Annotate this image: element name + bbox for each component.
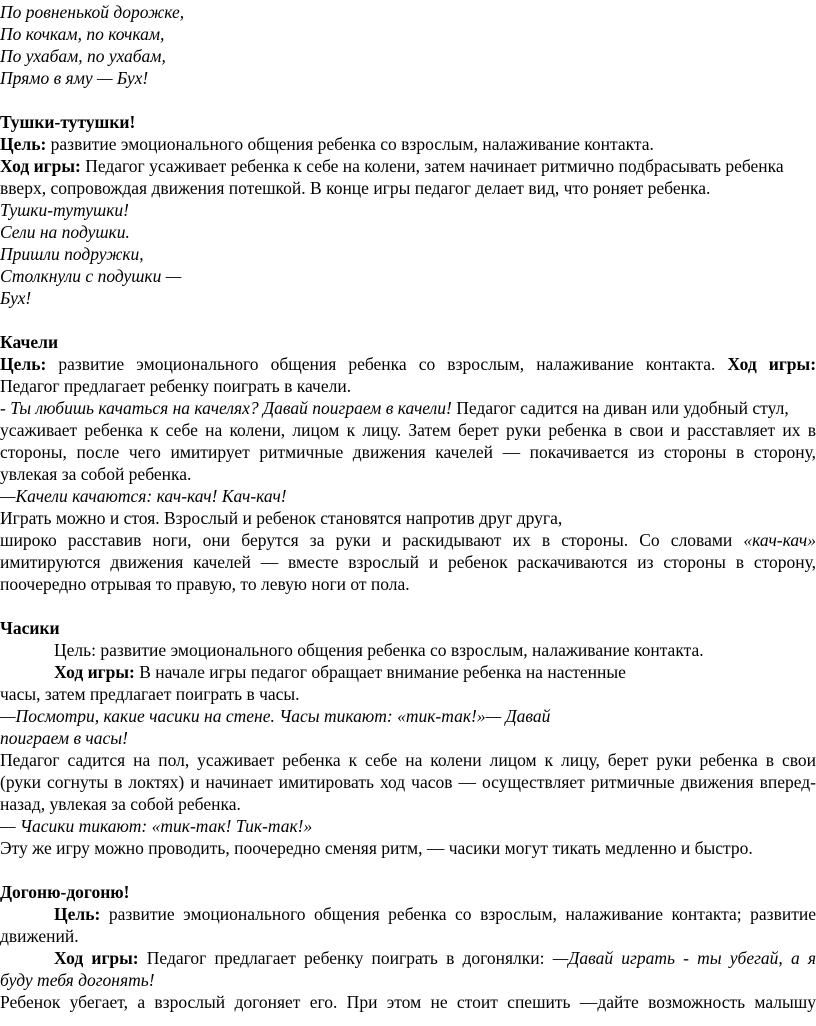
chant-line: —Посмотри, какие часики на стене. Часы тикают: «тик-так!»— Давай [0,706,551,726]
poem-line: По ровненькой дорожке, [0,2,185,22]
goal-label: Цель: [0,354,47,374]
chant-line: — Часики тикают: «тик-так! Тик-так!» [0,816,313,836]
paragraph-line: назад, увлекая за собой ребенка. [0,794,241,814]
paragraph-line: усаживает ребенка к себе на колени, лицом к лицу. Затем берет руки ребенка в свои и расставляет их в [0,420,816,440]
goal-text: развитие эмоционального общения ребенка со взрослым, налаживание контакта; развитие [108,904,816,924]
paragraph-line: Ребенок убегает, а взрослый догоняет его. При этом не стоит спешить —дайте возможность малышу [0,992,816,1012]
poem-line: Столкнули с подушки — [0,266,182,286]
paragraph-line: часы, затем предлагает поиграть в часы. [0,684,300,704]
chant-line: —Качели качаются: кач-кач! Кач-кач! [0,486,287,506]
poem-line: Сели на подушки. [0,222,130,242]
move-label: Ход игры: [727,354,816,374]
section-title-chasiki: Часики [0,618,60,638]
paragraph-text: широко расставив ноги, они берутся за руки и раскидывают их в стороны. Со словами [0,530,733,550]
goal-line [0,904,816,924]
paragraph-line: имитируются движения качелей — вместе взрослый и ребенок раскачиваются из стороны в сторону, [0,552,816,572]
goal-label: Цель: [54,904,101,924]
poem-line: Тушки-тутушки! [0,200,129,220]
section-title-dogonyu: Догоню-догоню! [0,882,130,902]
section-title-kacheli: Качели [0,332,59,352]
move-label: Ход игры: [54,948,139,968]
quote-text: «кач-кач» [743,530,816,550]
move-line [0,156,816,176]
dialogue-line: буду тебя догонять! [0,970,155,990]
move-label: Ход игры: [0,156,81,176]
goal-line [0,134,816,154]
paragraph-line: Педагог предлагает ребенку поиграть в качели. [0,376,352,396]
section-title-tushki: Тушки-тутушки! [0,112,136,132]
dialogue-text: - Ты любишь качаться на качелях? Давай поиграем в качели! [0,398,452,418]
goal-line [0,354,816,374]
move-text: Педагог усаживает ребенка к себе на колени, затем начинает ритмично подбрасывать ребенка [85,156,784,176]
paragraph-line [0,398,816,418]
paragraph-line: стороны, после чего имитирует ритмичные движения качелей — покачивается из стороны в сторону, [0,442,816,462]
paragraph-line [0,530,816,550]
paragraph-line: Играть можно и стоя. Взрослый и ребенок становятся напротив друг друга, [0,508,563,528]
paragraph-line: увлекая за собой ребенка. [0,464,192,484]
goal-line: Цель: развитие эмоционального общения ребенка со взрослым, налаживание контакта. [54,640,704,660]
move-line [0,662,816,682]
paragraph-line: вверх, сопровождая движения потешкой. В конце игры педагог делает вид, что роняет ребенка. [0,178,711,198]
paragraph-line: Педагог садится на пол, усаживает ребенка к себе на колени лицом к лицу, берет руки ребенка в свои [0,750,816,770]
move-line [0,948,816,968]
poem-line: По ухабам, по ухабам, [0,46,166,66]
poem-line: Прямо в яму — Бух! [0,68,149,88]
dialogue-text: —Давай играть - ты убегай, а я [552,948,816,968]
move-label: Ход игры: [54,662,135,682]
poem-line: Пришли подружки, [0,244,144,264]
move-text: В начале игры педагог обращает внимание ребенка на настенные [139,662,626,682]
paragraph-line: (руки согнуты в локтях) и начинает имитировать ход часов — осуществляет ритмичные движения вперед- [0,772,816,792]
poem-line: По кочкам, по кочкам, [0,24,165,44]
chant-line: поиграем в часы! [0,728,128,748]
paragraph-line: движений. [0,926,79,946]
goal-label: Цель: [0,134,47,154]
goal-text: развитие эмоционального общения ребенка со взрослым, налаживание контакта. [58,354,716,374]
paragraph-line: Эту же игру можно проводить, поочередно сменяя ритм, — часики могут тикать медленно и быстро. [0,838,753,858]
move-text: Педагог предлагает ребенку поиграть в догонялки: [146,948,545,968]
paragraph-line: поочередно отрывая то правую, то левую ноги от пола. [0,574,410,594]
paragraph-text: Педагог садится на диван или удобный стул, [456,398,789,418]
goal-text: развитие эмоционального общения ребенка со взрослым, налаживание контакта. [50,134,654,154]
poem-line: Бух! [0,288,32,308]
